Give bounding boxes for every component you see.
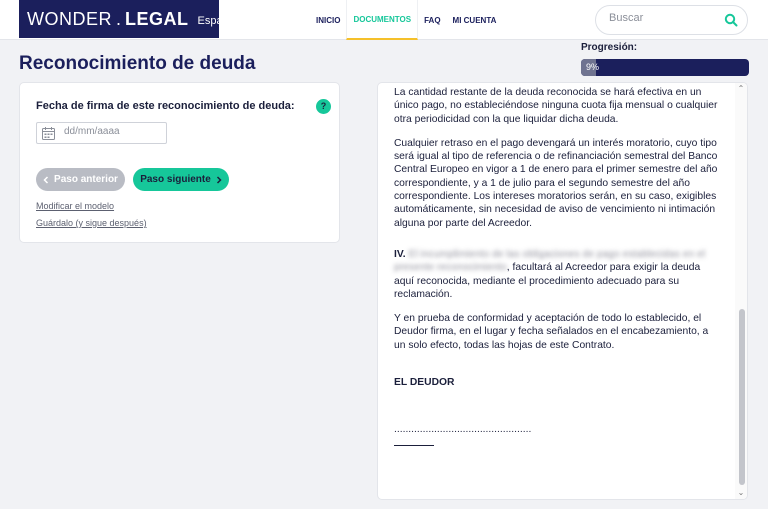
next-step-label: Paso siguiente [140,174,211,185]
document-scrollbar[interactable] [735,83,747,499]
modify-model-link[interactable]: Modificar el modelo [36,201,115,211]
signature-underline [394,440,434,446]
top-header [0,0,768,40]
doc-paragraph: Cualquier retraso en el pago devengará un interés moratorio, cuyo tipo será igual al tipo de referencia o de refinanciación semestral del Banco Central Europeo en vigor a 1 de enero para el primer semestre del año correspondiente, y a 1 de julio para el segundo semestre del año correspondiente. Los intereses moratorios serán, en su caso, exigibles automáticamente, sin necesidad de aviso de vencimiento ni intimación alguna por parte del Acreedor. [394,137,718,229]
nav-documentos[interactable]: DOCUMENTOS [346,0,418,40]
search-icon[interactable] [724,13,738,27]
previous-step-button[interactable] [36,168,125,191]
scroll-down-arrow-icon[interactable]: ⌄ [737,488,745,497]
search-box [595,5,748,35]
question-label: Fecha de firma de este reconocimiento de deuda: [36,100,295,112]
logo-country: España [197,15,235,27]
progress-bar [581,59,749,76]
date-input[interactable] [64,126,162,137]
signature-line: ................................................ [394,424,532,436]
logo-word-legal: LEGAL [125,8,189,29]
signing-date-field [36,122,167,144]
chevron-right-icon [216,176,222,184]
logo-dot: . [116,8,122,29]
signer-label: EL DEUDOR [394,377,455,389]
save-later-link[interactable]: Guárdalo (y sigue después) [36,218,147,228]
chevron-left-icon [43,176,49,184]
document-text [394,86,720,446]
doc-paragraph: La cantidad restante de la deuda reconocida se hará efectiva en un único pago, no estableciéndose ninguna cuota fija mensual o cualquier otra periodicidad con la que liquidar dicha deuda. [394,87,718,125]
scroll-up-arrow-icon[interactable]: ⌃ [737,84,745,93]
clause-text: , facultará al Acreedor para exigir la deuda aquí reconocida, mediante el procedimiento adecuado para su reclamación. [394,262,701,300]
nav-inicio[interactable]: INICIO [316,15,341,25]
search-input[interactable] [609,12,719,24]
next-step-button[interactable] [133,168,229,191]
logo-word-wonder: WONDER [27,8,112,29]
wonder-legal-logo[interactable] [19,0,235,38]
scroll-thumb[interactable] [739,309,745,485]
progress-label: Progresión: [581,42,638,53]
previous-step-label: Paso anterior [54,174,118,185]
help-icon[interactable]: ? [316,99,331,114]
blurred-clause-text: El incumplimiento de las obligaciones de pago establecidas en el presente reconocimiento [394,248,706,274]
nav-faq[interactable]: FAQ [424,15,441,25]
page-title: Reconocimiento de deuda [19,53,256,74]
clause-number: IV. [394,248,406,260]
doc-paragraph: Y en prueba de conformidad y aceptación de todo lo establecido, el Deudor firma, en el lugar y fecha señalados en el encabezamiento, a un solo efecto, todas las hojas de este Contrato. [394,313,709,351]
progress-value: 9% [586,62,600,72]
main-nav [310,0,502,40]
document-preview[interactable] [377,82,748,500]
calendar-icon[interactable] [42,127,55,140]
question-card [19,82,340,243]
nav-mi-cuenta[interactable]: MI CUENTA [452,15,497,25]
doc-clause-iv [394,248,720,301]
